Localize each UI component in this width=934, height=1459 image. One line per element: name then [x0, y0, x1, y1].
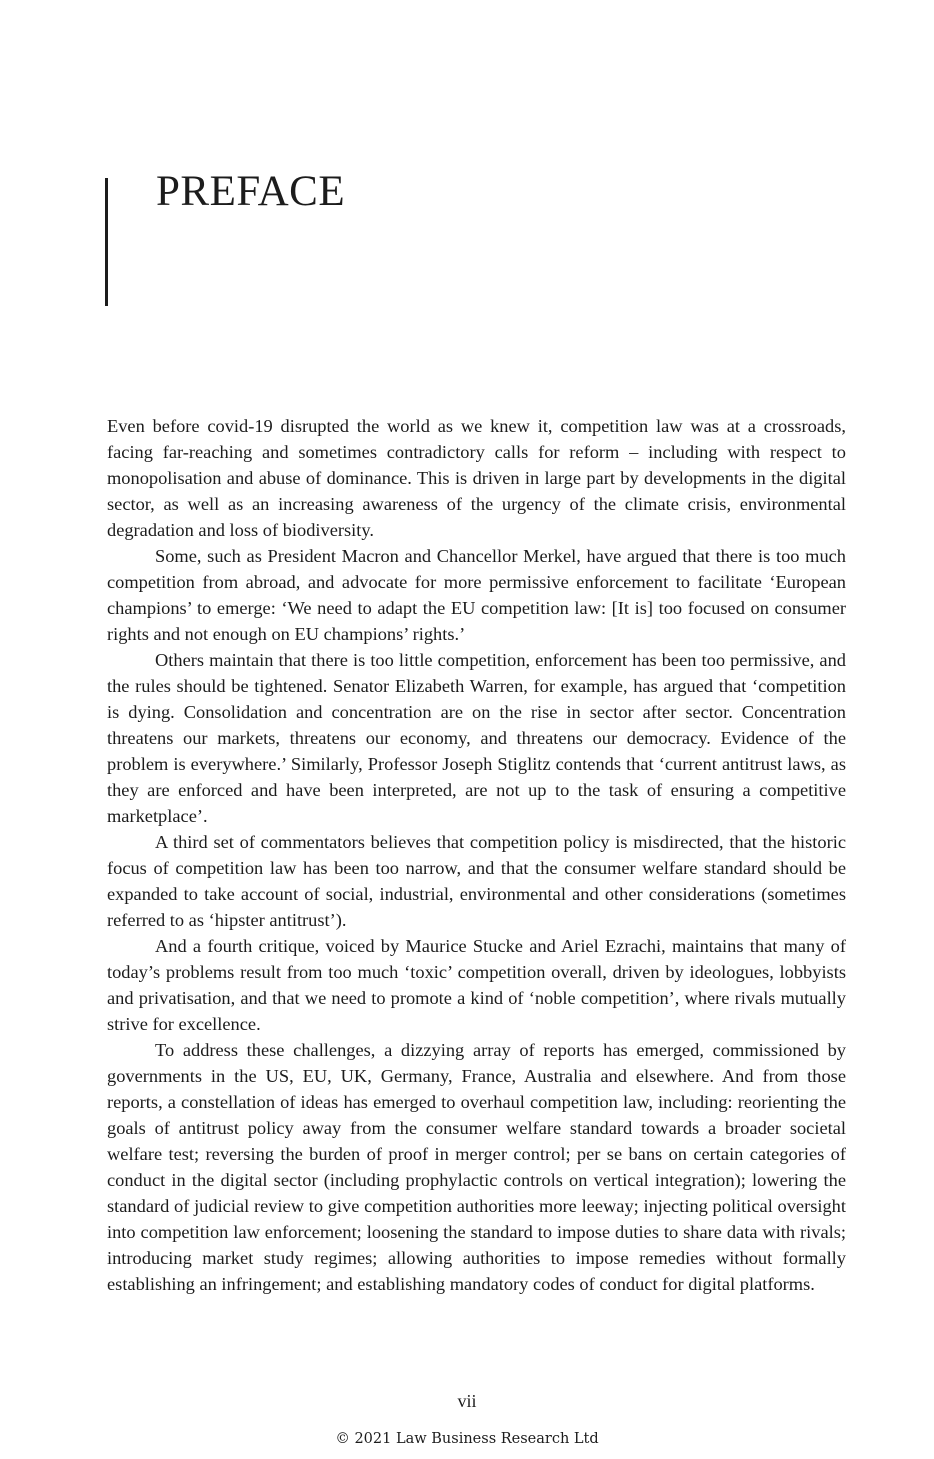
copyright-notice: © 2021 Law Business Research Ltd: [335, 1431, 599, 1447]
paragraph-5: And a fourth critique, voiced by Maurice Stucke and Ariel Ezrachi, maintains that many of today’s problems result from too much ‘toxic’ competition overall, driven by ideologues, lobbyists and privatisation, and that we need to promote a kind of ‘noble competition’, where rivals mutually strive for excellence.: [107, 936, 846, 1034]
paragraph-2: Some, such as President Macron and Chancellor Merkel, have argued that there is too much competition from abroad, and advocate for more permissive enforcement to facilitate ‘European champions’ to emerge: ‘We need to adapt the EU competition law: [It is] too focused on consumer rights and not enough on EU champions’ rights.’: [107, 546, 846, 644]
paragraph-3: Others maintain that there is too little competition, enforcement has been too permissive, and the rules should be tightened. Senator Elizabeth Warren, for example, has argued that ‘competition is dying. Consolidation and concentration are on the rise in sector after sector. Concentration threatens our markets, threatens our economy, and threatens our democracy. Evidence of the problem is everywhere.’ Similarly, Professor Joseph Stiglitz contends that ‘current antitrust laws, as they are enforced and have been interpreted, are not up to the task of ensuring a competitive marketplace’.: [107, 650, 846, 826]
heading-rule: [105, 178, 108, 306]
paragraph-1: Even before covid-19 disrupted the world as we knew it, competition law was at a crossroads, facing far-reaching and sometimes contradictory calls for reform – including with respect to monopolisation and abuse of dominance. This is driven in large part by developments in the digital sector, as well as an increasing awareness of the urgency of the climate crisis, environmental degradation and loss of biodiversity.: [107, 416, 846, 540]
page-title: PREFACE: [156, 168, 346, 215]
paragraph-6: To address these challenges, a dizzying array of reports has emerged, commissioned by governments in the US, EU, UK, Germany, France, Australia and elsewhere. And from those reports, a constellation of ideas has emerged to overhaul competition law, including: reorienting the goals of antitrust policy away from the consumer welfare standard towards a broader societal welfare test; reversing the burden of proof in merger control; per se bans on certain categories of conduct in the digital sector (including prophylactic controls on vertical integration); lowering the standard of judicial review to give competition authorities more leeway; injecting political oversight into competition law enforcement; loosening the standard to impose duties to share data with rivals; introducing market study regimes; allowing authorities to impose remedies without formally establishing an infringement; and establishing mandatory codes of conduct for digital platforms.: [107, 1040, 846, 1294]
paragraph-4: A third set of commentators believes that competition policy is misdirected, that the historic focus of competition law has been too narrow, and that the consumer welfare standard should be expanded to take account of social, industrial, environmental and other considerations (sometimes referred to as ‘hipster antitrust’).: [107, 832, 846, 930]
page-number: vii: [457, 1391, 477, 1411]
body-text: [107, 413, 846, 1297]
